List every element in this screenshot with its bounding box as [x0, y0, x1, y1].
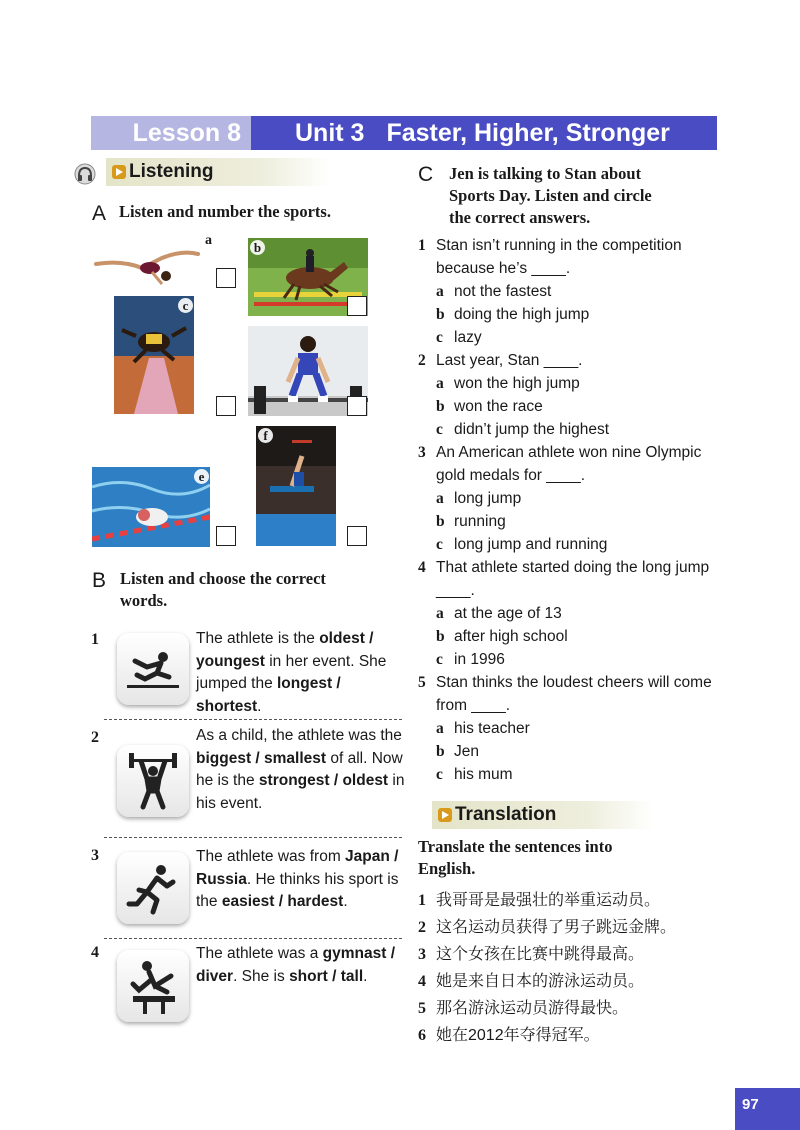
- option[interactable]: b after high school: [436, 628, 568, 645]
- option[interactable]: b doing the high jump: [436, 306, 590, 323]
- translation-item: 3 这个女孩在比赛中跳得最高。: [418, 946, 645, 963]
- question-3: 3 An American athlete won nine Olympic gold medals for ____.: [418, 444, 702, 484]
- question-2: 2 Last year, Stan ____.: [418, 352, 583, 369]
- section-a-letter: A: [92, 202, 107, 225]
- answer-box-a[interactable]: [216, 268, 236, 288]
- answer-box-f[interactable]: [347, 526, 367, 546]
- option[interactable]: a his teacher: [436, 720, 530, 737]
- headphones-icon: [74, 163, 96, 185]
- translation-item: 5 那名游泳运动员游得最快。: [418, 1000, 629, 1017]
- question-1: 1 Stan isn’t running in the competition because he’s ____.: [418, 237, 682, 277]
- question-4: 4 That athlete started doing the long jump ____.: [418, 559, 710, 599]
- photo-swimming: [92, 467, 210, 547]
- b-item-4-text: The athlete was a gymnast / diver. She is short / tall.: [196, 945, 396, 985]
- lesson-header: [91, 116, 717, 150]
- section-c-letter: C: [418, 163, 434, 186]
- translation-tab: [432, 801, 654, 829]
- section-c-instruction-line2: Sports Day. Listen and circle: [449, 186, 652, 205]
- lesson-label: Lesson 8: [91, 116, 251, 150]
- photo-b-letter: b: [250, 240, 265, 255]
- translation-item: 2 这名运动员获得了男子跳远金牌。: [418, 919, 677, 936]
- option[interactable]: c lazy: [436, 329, 482, 346]
- gymnastics-icon: [117, 950, 189, 1022]
- photo-e-letter: e: [194, 469, 209, 484]
- question-5: 5 Stan thinks the loudest cheers will come from ____.: [418, 674, 712, 714]
- answer-box-c[interactable]: [216, 396, 236, 416]
- photo-f-letter: f: [258, 428, 273, 443]
- section-a-instruction: Listen and number the sports.: [119, 202, 331, 221]
- option[interactable]: c his mum: [436, 766, 513, 783]
- unit-title-bar: [251, 116, 717, 150]
- answer-box-e[interactable]: [216, 526, 236, 546]
- divider: [104, 837, 402, 838]
- option[interactable]: a at the age of 13: [436, 605, 562, 622]
- section-b-letter: B: [92, 569, 107, 592]
- translation-item: 1 我哥哥是最强壮的举重运动员。: [418, 892, 661, 909]
- b-item-2-text: As a child, the athlete was the biggest / smallest of all. Now he is the strongest / oldest in his event.: [196, 727, 405, 812]
- option[interactable]: c long jump and running: [436, 536, 608, 553]
- b-item-3-text: The athlete was from Japan / Russia. He thinks his sport is the easiest / hardest.: [196, 848, 399, 910]
- option[interactable]: c in 1996: [436, 651, 505, 668]
- running-icon: [117, 852, 189, 924]
- photo-long-jump: [114, 296, 194, 414]
- photo-c-letter: c: [178, 298, 193, 313]
- divider: [104, 719, 402, 720]
- option[interactable]: b Jen: [436, 743, 479, 760]
- option[interactable]: a not the fastest: [436, 283, 552, 300]
- section-b-instruction-line1: Listen and choose the correct: [120, 569, 326, 588]
- photo-a-letter: a: [205, 233, 212, 248]
- section-b-instruction: [120, 568, 326, 612]
- page-number: 97: [735, 1088, 800, 1130]
- translation-instruction-line1: Translate the sentences into: [418, 837, 613, 856]
- weightlifting-icon: [117, 745, 189, 817]
- listening-tab: [106, 158, 330, 186]
- option[interactable]: a long jump: [436, 490, 522, 507]
- b-item-3-number: 3: [91, 847, 99, 864]
- long-jump-icon: [117, 633, 189, 705]
- answer-box-b[interactable]: [347, 296, 367, 316]
- play-icon: [438, 808, 452, 822]
- unit-title: Faster, Higher, Stronger: [386, 118, 670, 147]
- translation-list: [418, 887, 748, 1049]
- b-item-1-text: The athlete is the oldest / youngest in her event. She jumped the longest / shortest.: [196, 630, 387, 715]
- option[interactable]: c didn’t jump the highest: [436, 421, 610, 438]
- option[interactable]: a won the high jump: [436, 375, 580, 392]
- option[interactable]: b won the race: [436, 398, 543, 415]
- answer-box-d[interactable]: [347, 396, 367, 416]
- photo-gymnast: [92, 238, 202, 290]
- b-item-4-number: 4: [91, 944, 99, 961]
- listening-label: Listening: [129, 161, 214, 182]
- section-b-instruction-line2: words.: [120, 591, 168, 610]
- option[interactable]: b running: [436, 513, 506, 530]
- translation-item: 4 她是来自日本的游泳运动员。: [418, 973, 645, 990]
- b-item-2-number: 2: [91, 729, 99, 746]
- section-c-instruction-line3: the correct answers.: [449, 208, 591, 227]
- question-list: [418, 234, 723, 786]
- b-item-1-number: 1: [91, 631, 99, 648]
- section-c-instruction: [449, 163, 652, 229]
- translation-item: 6 她在2012年夺得冠军。: [418, 1027, 600, 1044]
- translation-instruction-line2: English.: [418, 859, 476, 878]
- photo-diving: [256, 426, 336, 546]
- translation-label: Translation: [455, 804, 557, 825]
- translation-instruction: [418, 836, 612, 880]
- unit-label: Unit 3: [295, 118, 365, 147]
- divider: [104, 938, 402, 939]
- play-icon: [112, 165, 126, 179]
- section-c-instruction-line1: Jen is talking to Stan about: [449, 164, 642, 183]
